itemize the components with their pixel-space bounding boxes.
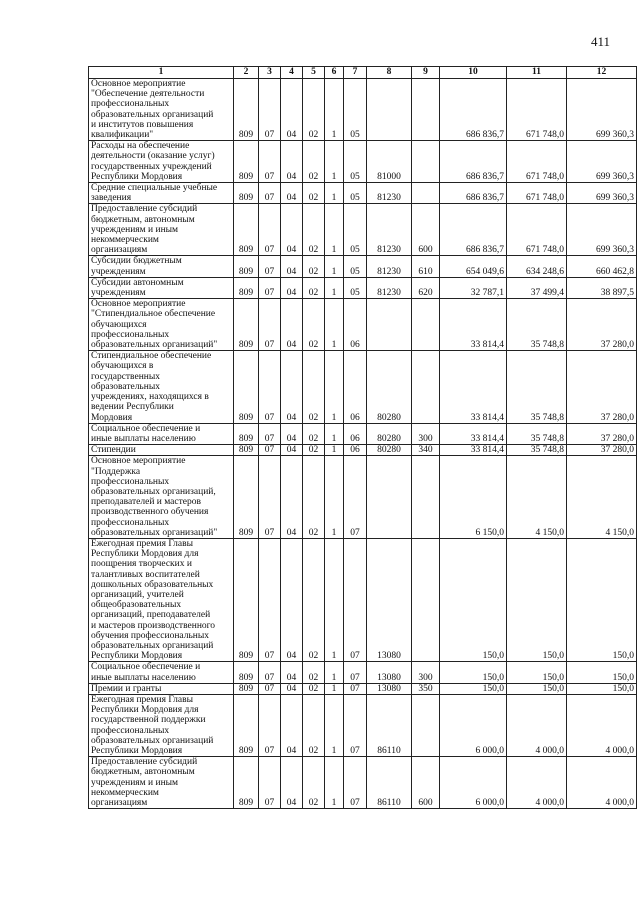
value-cell-col-9 <box>412 351 440 423</box>
value-cell-col-12: 150,0 <box>567 662 637 683</box>
value-cell-col-3: 07 <box>259 183 281 204</box>
value-cell-col-2: 809 <box>234 423 259 444</box>
value-cell-col-6: 1 <box>325 683 344 694</box>
value-cell-col-3: 07 <box>259 277 281 298</box>
value-cell-col-5: 02 <box>303 662 325 683</box>
value-cell-col-4: 04 <box>281 757 303 809</box>
value-cell-col-5: 02 <box>303 183 325 204</box>
value-cell-col-3: 07 <box>259 445 281 456</box>
value-cell-col-2: 809 <box>234 662 259 683</box>
value-cell-col-9: 620 <box>412 277 440 298</box>
row-name-cell: Премии и гранты <box>89 683 234 694</box>
value-cell-col-3: 07 <box>259 79 281 141</box>
value-cell-col-7: 06 <box>344 445 367 456</box>
value-cell-col-9 <box>412 456 440 539</box>
value-cell-col-11: 150,0 <box>507 683 567 694</box>
value-cell-col-10: 33 814,4 <box>440 445 507 456</box>
value-cell-col-6: 1 <box>325 79 344 141</box>
column-header-4: 4 <box>281 67 303 79</box>
value-cell-col-9 <box>412 694 440 756</box>
value-cell-col-4: 04 <box>281 538 303 661</box>
value-cell-col-5: 02 <box>303 456 325 539</box>
row-name-cell: Предоставление субсидий бюджетным, автономным учреждениям и иным некоммерческим организациям <box>89 204 234 256</box>
column-header-7: 7 <box>344 67 367 79</box>
table-row <box>89 683 637 694</box>
value-cell-col-8: 81000 <box>367 141 412 183</box>
value-cell-col-2: 809 <box>234 694 259 756</box>
value-cell-col-8: 81230 <box>367 204 412 256</box>
value-cell-col-3: 07 <box>259 299 281 351</box>
column-header-10: 10 <box>440 67 507 79</box>
value-cell-col-6: 1 <box>325 256 344 277</box>
value-cell-col-10: 6 000,0 <box>440 757 507 809</box>
value-cell-col-8: 81230 <box>367 277 412 298</box>
value-cell-col-3: 07 <box>259 456 281 539</box>
row-name-cell: Ежегодная премия Главы Республики Мордовия для государственной поддержки профессиональных образовательных организаций Республики Мордовия <box>89 694 234 756</box>
value-cell-col-8 <box>367 79 412 141</box>
column-header-5: 5 <box>303 67 325 79</box>
value-cell-col-10: 32 787,1 <box>440 277 507 298</box>
value-cell-col-4: 04 <box>281 683 303 694</box>
value-cell-col-9: 600 <box>412 204 440 256</box>
value-cell-col-2: 809 <box>234 256 259 277</box>
value-cell-col-5: 02 <box>303 277 325 298</box>
value-cell-col-11: 4 150,0 <box>507 456 567 539</box>
value-cell-col-2: 809 <box>234 183 259 204</box>
value-cell-col-9: 300 <box>412 662 440 683</box>
column-header-6: 6 <box>325 67 344 79</box>
value-cell-col-4: 04 <box>281 662 303 683</box>
value-cell-col-6: 1 <box>325 445 344 456</box>
value-cell-col-5: 02 <box>303 423 325 444</box>
row-name-cell: Ежегодная премия Главы Республики Мордовия для поощрения творческих и талантливых воспитателей дошкольных образовательных организаций, учителей общеобразовательных организаций, преподавателей и мастеров производственного обучения профессиональных образовательных организаций Республики Мордовия <box>89 538 234 661</box>
value-cell-col-4: 04 <box>281 141 303 183</box>
value-cell-col-9 <box>412 79 440 141</box>
value-cell-col-12: 4 150,0 <box>567 456 637 539</box>
value-cell-col-3: 07 <box>259 423 281 444</box>
value-cell-col-7: 05 <box>344 204 367 256</box>
value-cell-col-7: 05 <box>344 256 367 277</box>
row-name-cell: Основное мероприятие "Стипендиальное обеспечение обучающихся профессиональных образовательных организаций" <box>89 299 234 351</box>
value-cell-col-8: 13080 <box>367 683 412 694</box>
value-cell-col-12: 699 360,3 <box>567 79 637 141</box>
value-cell-col-10: 33 814,4 <box>440 351 507 423</box>
value-cell-col-4: 04 <box>281 423 303 444</box>
table-row <box>89 757 637 809</box>
value-cell-col-11: 37 499,4 <box>507 277 567 298</box>
value-cell-col-8: 13080 <box>367 538 412 661</box>
value-cell-col-11: 4 000,0 <box>507 757 567 809</box>
table-row <box>89 183 637 204</box>
value-cell-col-12: 37 280,0 <box>567 423 637 444</box>
table-row <box>89 256 637 277</box>
value-cell-col-10: 150,0 <box>440 683 507 694</box>
value-cell-col-4: 04 <box>281 445 303 456</box>
column-header-1: 1 <box>89 67 234 79</box>
value-cell-col-8: 86110 <box>367 694 412 756</box>
value-cell-col-10: 150,0 <box>440 538 507 661</box>
value-cell-col-7: 05 <box>344 183 367 204</box>
row-name-cell: Субсидии бюджетным учреждениям <box>89 256 234 277</box>
value-cell-col-7: 07 <box>344 662 367 683</box>
table-body <box>89 79 637 809</box>
value-cell-col-4: 04 <box>281 204 303 256</box>
row-name-cell: Предоставление субсидий бюджетным, автономным учреждениям и иным некоммерческим организациям <box>89 757 234 809</box>
value-cell-col-4: 04 <box>281 351 303 423</box>
value-cell-col-8: 81230 <box>367 183 412 204</box>
column-header-3: 3 <box>259 67 281 79</box>
value-cell-col-9: 600 <box>412 757 440 809</box>
value-cell-col-6: 1 <box>325 204 344 256</box>
value-cell-col-4: 04 <box>281 183 303 204</box>
value-cell-col-5: 02 <box>303 445 325 456</box>
value-cell-col-12: 38 897,5 <box>567 277 637 298</box>
value-cell-col-10: 33 814,4 <box>440 299 507 351</box>
value-cell-col-6: 1 <box>325 456 344 539</box>
value-cell-col-5: 02 <box>303 351 325 423</box>
value-cell-col-2: 809 <box>234 683 259 694</box>
table-row <box>89 456 637 539</box>
value-cell-col-7: 07 <box>344 694 367 756</box>
table-row <box>89 299 637 351</box>
value-cell-col-3: 07 <box>259 204 281 256</box>
value-cell-col-7: 06 <box>344 299 367 351</box>
value-cell-col-3: 07 <box>259 538 281 661</box>
value-cell-col-2: 809 <box>234 445 259 456</box>
value-cell-col-5: 02 <box>303 538 325 661</box>
table-row <box>89 204 637 256</box>
value-cell-col-12: 4 000,0 <box>567 694 637 756</box>
value-cell-col-11: 671 748,0 <box>507 141 567 183</box>
value-cell-col-8 <box>367 456 412 539</box>
value-cell-col-3: 07 <box>259 141 281 183</box>
value-cell-col-5: 02 <box>303 299 325 351</box>
value-cell-col-4: 04 <box>281 456 303 539</box>
value-cell-col-5: 02 <box>303 694 325 756</box>
table-row <box>89 79 637 141</box>
value-cell-col-9: 610 <box>412 256 440 277</box>
table-row <box>89 277 637 298</box>
value-cell-col-11: 35 748,8 <box>507 445 567 456</box>
value-cell-col-7: 06 <box>344 423 367 444</box>
value-cell-col-11: 671 748,0 <box>507 79 567 141</box>
row-name-cell: Социальное обеспечение и иные выплаты населению <box>89 662 234 683</box>
column-header-9: 9 <box>412 67 440 79</box>
table-row <box>89 445 637 456</box>
column-header-8: 8 <box>367 67 412 79</box>
value-cell-col-12: 699 360,3 <box>567 141 637 183</box>
value-cell-col-7: 07 <box>344 456 367 539</box>
value-cell-col-10: 33 814,4 <box>440 423 507 444</box>
row-name-cell: Расходы на обеспечение деятельности (оказание услуг) государственных учреждений Республики Мордовия <box>89 141 234 183</box>
value-cell-col-12: 37 280,0 <box>567 351 637 423</box>
column-header-2: 2 <box>234 67 259 79</box>
value-cell-col-6: 1 <box>325 694 344 756</box>
value-cell-col-9: 300 <box>412 423 440 444</box>
value-cell-col-5: 02 <box>303 79 325 141</box>
value-cell-col-12: 699 360,3 <box>567 204 637 256</box>
value-cell-col-4: 04 <box>281 277 303 298</box>
value-cell-col-3: 07 <box>259 683 281 694</box>
value-cell-col-3: 07 <box>259 757 281 809</box>
column-header-12: 12 <box>567 67 637 79</box>
row-name-cell: Основное мероприятие "Обеспечение деятельности профессиональных образовательных организаций и институтов повышения квалификации" <box>89 79 234 141</box>
value-cell-col-2: 809 <box>234 141 259 183</box>
value-cell-col-7: 07 <box>344 757 367 809</box>
value-cell-col-12: 150,0 <box>567 683 637 694</box>
value-cell-col-2: 809 <box>234 757 259 809</box>
value-cell-col-10: 686 836,7 <box>440 204 507 256</box>
table-row <box>89 141 637 183</box>
value-cell-col-11: 35 748,8 <box>507 351 567 423</box>
value-cell-col-9 <box>412 183 440 204</box>
value-cell-col-11: 150,0 <box>507 662 567 683</box>
value-cell-col-6: 1 <box>325 757 344 809</box>
value-cell-col-12: 660 462,8 <box>567 256 637 277</box>
value-cell-col-9 <box>412 299 440 351</box>
value-cell-col-5: 02 <box>303 256 325 277</box>
value-cell-col-8: 13080 <box>367 662 412 683</box>
value-cell-col-11: 4 000,0 <box>507 694 567 756</box>
value-cell-col-2: 809 <box>234 277 259 298</box>
value-cell-col-8: 80280 <box>367 445 412 456</box>
value-cell-col-4: 04 <box>281 299 303 351</box>
value-cell-col-4: 04 <box>281 79 303 141</box>
row-name-cell: Основное мероприятие "Поддержка профессиональных образовательных организаций, преподавателей и мастеров производственного обучения профессиональных образовательных организаций" <box>89 456 234 539</box>
value-cell-col-11: 35 748,8 <box>507 299 567 351</box>
value-cell-col-7: 05 <box>344 79 367 141</box>
value-cell-col-3: 07 <box>259 694 281 756</box>
value-cell-col-3: 07 <box>259 351 281 423</box>
value-cell-col-7: 07 <box>344 683 367 694</box>
value-cell-col-11: 35 748,8 <box>507 423 567 444</box>
value-cell-col-11: 150,0 <box>507 538 567 661</box>
value-cell-col-11: 634 248,6 <box>507 256 567 277</box>
value-cell-col-12: 37 280,0 <box>567 445 637 456</box>
value-cell-col-3: 07 <box>259 256 281 277</box>
page-number: 411 <box>591 34 611 49</box>
value-cell-col-12: 150,0 <box>567 538 637 661</box>
value-cell-col-12: 699 360,3 <box>567 183 637 204</box>
table-row <box>89 538 637 661</box>
value-cell-col-5: 02 <box>303 757 325 809</box>
row-name-cell: Субсидии автономным учреждениям <box>89 277 234 298</box>
value-cell-col-4: 04 <box>281 694 303 756</box>
value-cell-col-6: 1 <box>325 299 344 351</box>
value-cell-col-11: 671 748,0 <box>507 204 567 256</box>
value-cell-col-10: 150,0 <box>440 662 507 683</box>
value-cell-col-8 <box>367 299 412 351</box>
value-cell-col-6: 1 <box>325 141 344 183</box>
value-cell-col-8: 81230 <box>367 256 412 277</box>
value-cell-col-8: 86110 <box>367 757 412 809</box>
row-name-cell: Социальное обеспечение и иные выплаты населению <box>89 423 234 444</box>
value-cell-col-2: 809 <box>234 351 259 423</box>
row-name-cell: Стипендии <box>89 445 234 456</box>
value-cell-col-2: 809 <box>234 79 259 141</box>
value-cell-col-10: 6 000,0 <box>440 694 507 756</box>
value-cell-col-12: 37 280,0 <box>567 299 637 351</box>
value-cell-col-6: 1 <box>325 277 344 298</box>
table-row <box>89 694 637 756</box>
value-cell-col-6: 1 <box>325 351 344 423</box>
budget-table <box>88 66 637 809</box>
value-cell-col-12: 4 000,0 <box>567 757 637 809</box>
value-cell-col-7: 05 <box>344 277 367 298</box>
value-cell-col-4: 04 <box>281 256 303 277</box>
value-cell-col-10: 686 836,7 <box>440 79 507 141</box>
header-row <box>89 67 637 79</box>
value-cell-col-9 <box>412 538 440 661</box>
value-cell-col-8: 80280 <box>367 423 412 444</box>
value-cell-col-10: 686 836,7 <box>440 141 507 183</box>
table-row <box>89 351 637 423</box>
value-cell-col-3: 07 <box>259 662 281 683</box>
table-row <box>89 662 637 683</box>
value-cell-col-2: 809 <box>234 204 259 256</box>
value-cell-col-5: 02 <box>303 141 325 183</box>
table-row <box>89 423 637 444</box>
value-cell-col-9: 350 <box>412 683 440 694</box>
value-cell-col-7: 05 <box>344 141 367 183</box>
value-cell-col-10: 6 150,0 <box>440 456 507 539</box>
value-cell-col-6: 1 <box>325 423 344 444</box>
value-cell-col-8: 80280 <box>367 351 412 423</box>
value-cell-col-5: 02 <box>303 683 325 694</box>
value-cell-col-10: 654 049,6 <box>440 256 507 277</box>
row-name-cell: Стипендиальное обеспечение обучающихся в государственных образовательных учреждениях, находящихся в ведении Республики Мордовия <box>89 351 234 423</box>
value-cell-col-9 <box>412 141 440 183</box>
value-cell-col-9: 340 <box>412 445 440 456</box>
value-cell-col-7: 07 <box>344 538 367 661</box>
value-cell-col-2: 809 <box>234 456 259 539</box>
column-header-11: 11 <box>507 67 567 79</box>
row-name-cell: Средние специальные учебные заведения <box>89 183 234 204</box>
value-cell-col-11: 671 748,0 <box>507 183 567 204</box>
value-cell-col-6: 1 <box>325 538 344 661</box>
value-cell-col-6: 1 <box>325 183 344 204</box>
value-cell-col-2: 809 <box>234 299 259 351</box>
value-cell-col-6: 1 <box>325 662 344 683</box>
value-cell-col-5: 02 <box>303 204 325 256</box>
value-cell-col-10: 686 836,7 <box>440 183 507 204</box>
value-cell-col-7: 06 <box>344 351 367 423</box>
value-cell-col-2: 809 <box>234 538 259 661</box>
